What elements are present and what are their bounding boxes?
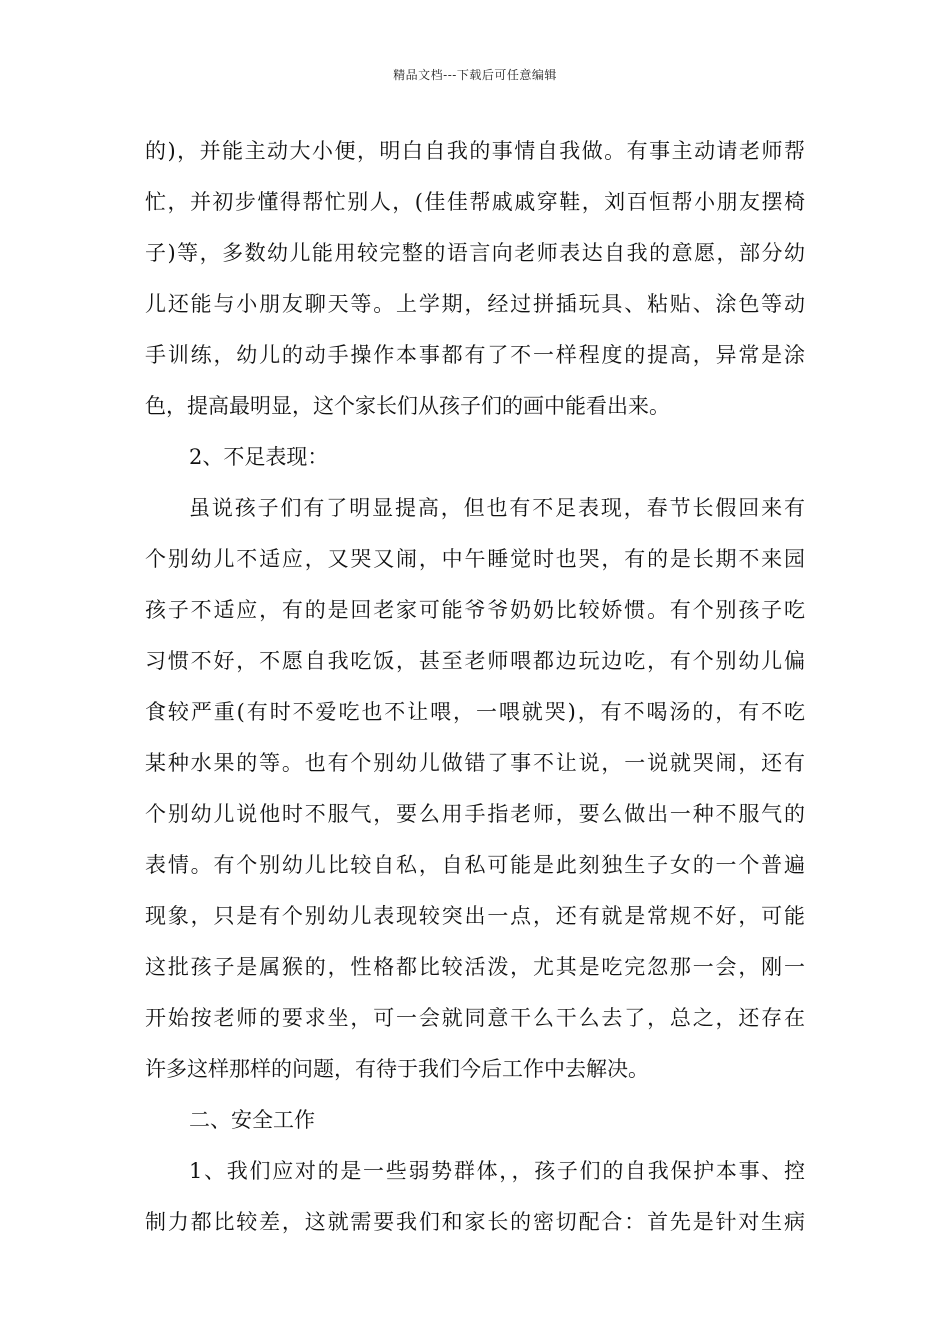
text-line: 制力都比较差，这就需要我们和家长的密切配合：首先是针对生病 (145, 1210, 805, 1234)
text-line: 儿还能与小朋友聊天等。上学期，经过拼插玩具、粘贴、涂色等动 (145, 292, 805, 316)
text-line: 某种水果的等。也有个别幼儿做错了事不让说，一说就哭闹，还有 (145, 751, 805, 775)
text-line: 二、安全工作 (189, 1108, 315, 1132)
text-line: 个别幼儿不适应，又哭又闹，中午睡觉时也哭，有的是长期不来园 (145, 547, 805, 571)
text-line: 手训练，幼儿的动手操作本事都有了不一样程度的提高，异常是涂 (145, 343, 805, 367)
text-line: 子)等，多数幼儿能用较完整的语言向老师表达自我的意愿，部分幼 (145, 241, 805, 265)
text-line: 虽说孩子们有了明显提高，但也有不足表现，春节长假回来有 (189, 496, 805, 520)
document-body (145, 132, 805, 1254)
text-line: 习惯不好，不愿自我吃饭，甚至老师喂都边玩边吃，有个别幼儿偏 (145, 649, 805, 673)
page-header: 精品文档---下载后可任意编辑 (393, 68, 557, 82)
text-line: 开始按老师的要求坐，可一会就同意干么干么去了，总之，还存在 (145, 1006, 805, 1030)
text-line: 食较严重(有时不爱吃也不让喂，一喂就哭)，有不喝汤的，有不吃 (145, 700, 805, 724)
text-line: 2、不足表现： (189, 445, 329, 469)
text-line: 这批孩子是属猴的，性格都比较活泼，尤其是吃完忽那一会，刚一 (145, 955, 805, 979)
text-line: 孩子不适应，有的是回老家可能爷爷奶奶比较娇惯。有个别孩子吃 (145, 598, 805, 622)
text-line: 忙，并初步懂得帮忙别人，(佳佳帮戚戚穿鞋，刘百恒帮小朋友摆椅 (145, 190, 805, 214)
text-line: 个别幼儿说他时不服气，要么用手指老师，要么做出一种不服气的 (145, 802, 805, 826)
text-line: 的)，并能主动大小便，明白自我的事情自我做。有事主动请老师帮 (145, 139, 805, 163)
text-line: 许多这样那样的问题，有待于我们今后工作中去解决。 (145, 1057, 649, 1081)
text-line: 现象，只是有个别幼儿表现较突出一点，还有就是常规不好，可能 (145, 904, 805, 928)
text-line: 1、我们应对的是一些弱势群体，，孩子们的自我保护本事、控 (189, 1159, 805, 1183)
text-line: 表情。有个别幼儿比较自私，自私可能是此刻独生子女的一个普遍 (145, 853, 805, 877)
text-line: 色，提高最明显，这个家长们从孩子们的画中能看出来。 (145, 394, 670, 418)
